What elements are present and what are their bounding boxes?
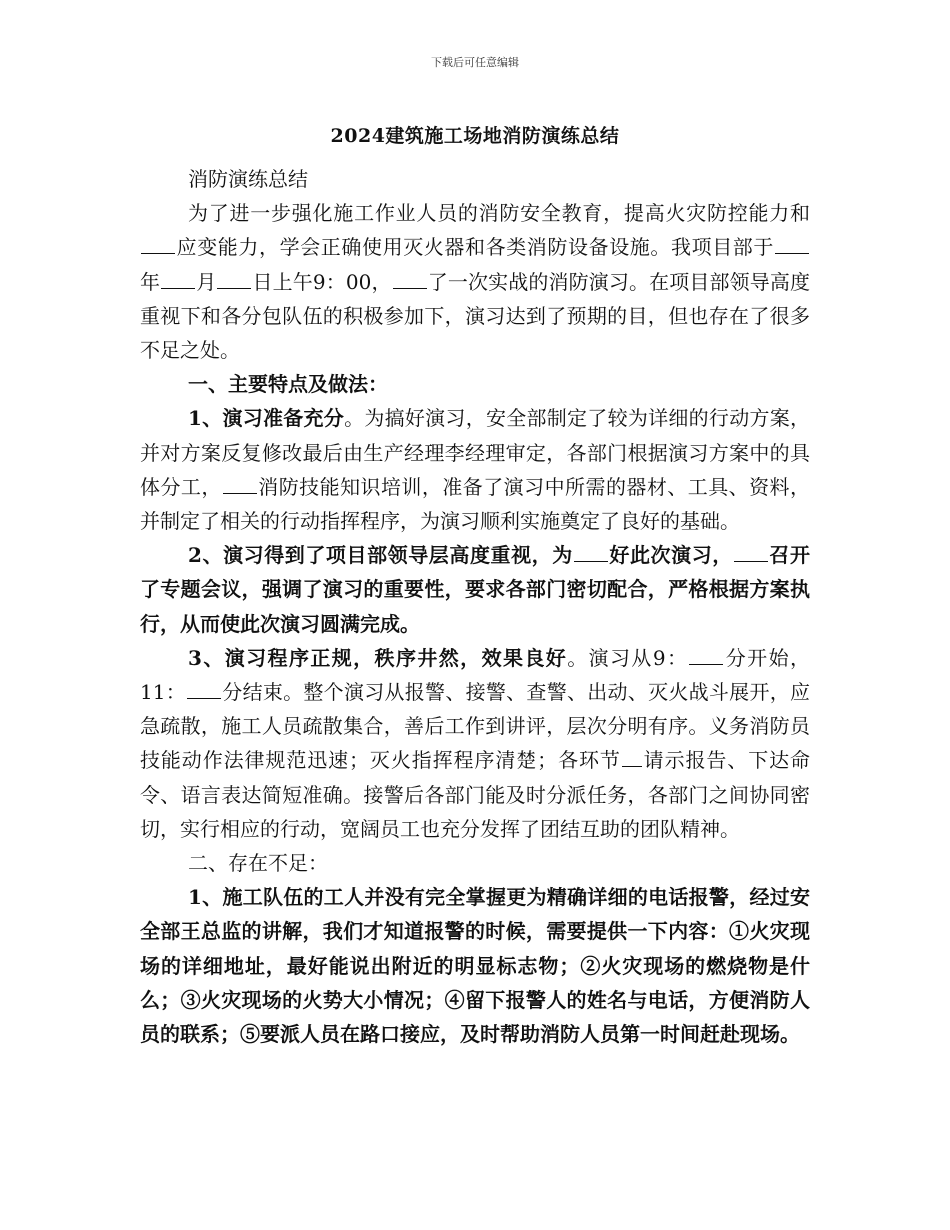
fill-in-blank xyxy=(161,270,195,289)
item-1-paragraph xyxy=(140,401,810,538)
item-4-paragraph: 1、施工队伍的工人并没有完全掌握更为精确详细的电话报警，经过安全部王总监的讲解，我们才知道报警的时候，需要提供一下内容：①火灾现场的详细地址，最好能说出附近的明显标志物；②火灾现场的燃烧物是什么；③火灾现场的火势大小情况；④留下报警人的姓名与电话，方便消防人员的联系；⑤要派人员在路口接应，及时帮助消防人员第一时间赶赴现场。 xyxy=(140,885,810,1047)
item-3-text-1: 。演习从9： xyxy=(567,645,689,670)
intro-text-5: 日上午9：00， xyxy=(252,269,392,294)
fill-in-blank xyxy=(393,270,427,289)
intro-text-4: 月 xyxy=(196,269,217,294)
fill-in-blank xyxy=(574,543,608,562)
fill-in-blank xyxy=(689,646,723,665)
item-1-text-2: 消防技能知识培训，准备了演习中所需的器材、工具、资料，并制定了相关的行动指挥程序，为演习顺利实施奠定了良好的基础。 xyxy=(140,474,811,534)
document-body xyxy=(140,162,810,1051)
section-heading-shortcomings: 二、存在不足： xyxy=(188,851,328,876)
item-2-text-2: 好此次演习， xyxy=(608,543,733,568)
intro-text-6: 了一次实战的消防演习。在项目部领导高度重视下和各分包队伍的积极参加下，演习达到了预期的目，但也存在了很多不足之处。 xyxy=(140,269,811,363)
intro-text-1: 为了进一步强化施工作业人员的消防安全教育，提高火灾防控能力和 xyxy=(188,201,810,226)
item-3-paragraph xyxy=(140,641,810,846)
item-3-text-2: 分开始，11： xyxy=(140,645,810,705)
item-3-lead: 3、演习程序正规，秩序井然，效果良好 xyxy=(188,645,568,670)
item-2-text-3: 召开了专题会议，强调了演习的重要性，要求各部门密切配合，严格根据方案执行，从而使此次演习圆满完成。 xyxy=(140,543,811,636)
intro-text-2: 应变能力，学会正确使用灭火器和各类消防设备设施。我项目部于 xyxy=(176,235,774,260)
item-2-text-1: 2、演习得到了项目部领导层高度重视，为 xyxy=(188,543,573,568)
intro-paragraph xyxy=(140,196,810,367)
item-2-paragraph xyxy=(140,538,810,641)
fill-in-blank xyxy=(734,543,768,562)
header-note: 下载后可任意编辑 xyxy=(431,56,519,69)
item-3-text-4: 请示报告、下达命令、语言表达简短准确。接警后各部门能及时分派任务，各部门之间协同密切，实行相应的行动，宽阔员工也充分发挥了团结互助的团队精神。 xyxy=(140,748,811,841)
fill-in-blank xyxy=(141,235,175,254)
fill-in-blank xyxy=(622,748,642,767)
document-title: 2024建筑施工场地消防演练总结 xyxy=(330,125,620,147)
item-3-text-3: 分结束。整个演习从报警、接警、查警、出动、灭火战斗展开，应急疏散，施工人员疏散集合，善后工作到讲评，层次分明有序。义务消防员技能动作法律规范迅速；灭火指挥程序清楚；各环节 xyxy=(140,680,811,773)
item-1-text-1: 。为搞好演习，安全部制定了较为详细的行动方案，并对方案反复修改最后由生产经理李经理审定，各部门根据演习方案中的具体分工， xyxy=(140,406,811,499)
section-heading-features: 一、主要特点及做法： xyxy=(188,372,388,397)
subtitle: 消防演练总结 xyxy=(188,167,308,191)
fill-in-blank xyxy=(775,235,809,254)
fill-in-blank xyxy=(223,475,257,494)
intro-text-3: 年 xyxy=(140,269,161,294)
item-1-lead: 1、演习准备充分 xyxy=(188,406,345,431)
fill-in-blank xyxy=(187,680,221,699)
fill-in-blank xyxy=(217,270,251,289)
